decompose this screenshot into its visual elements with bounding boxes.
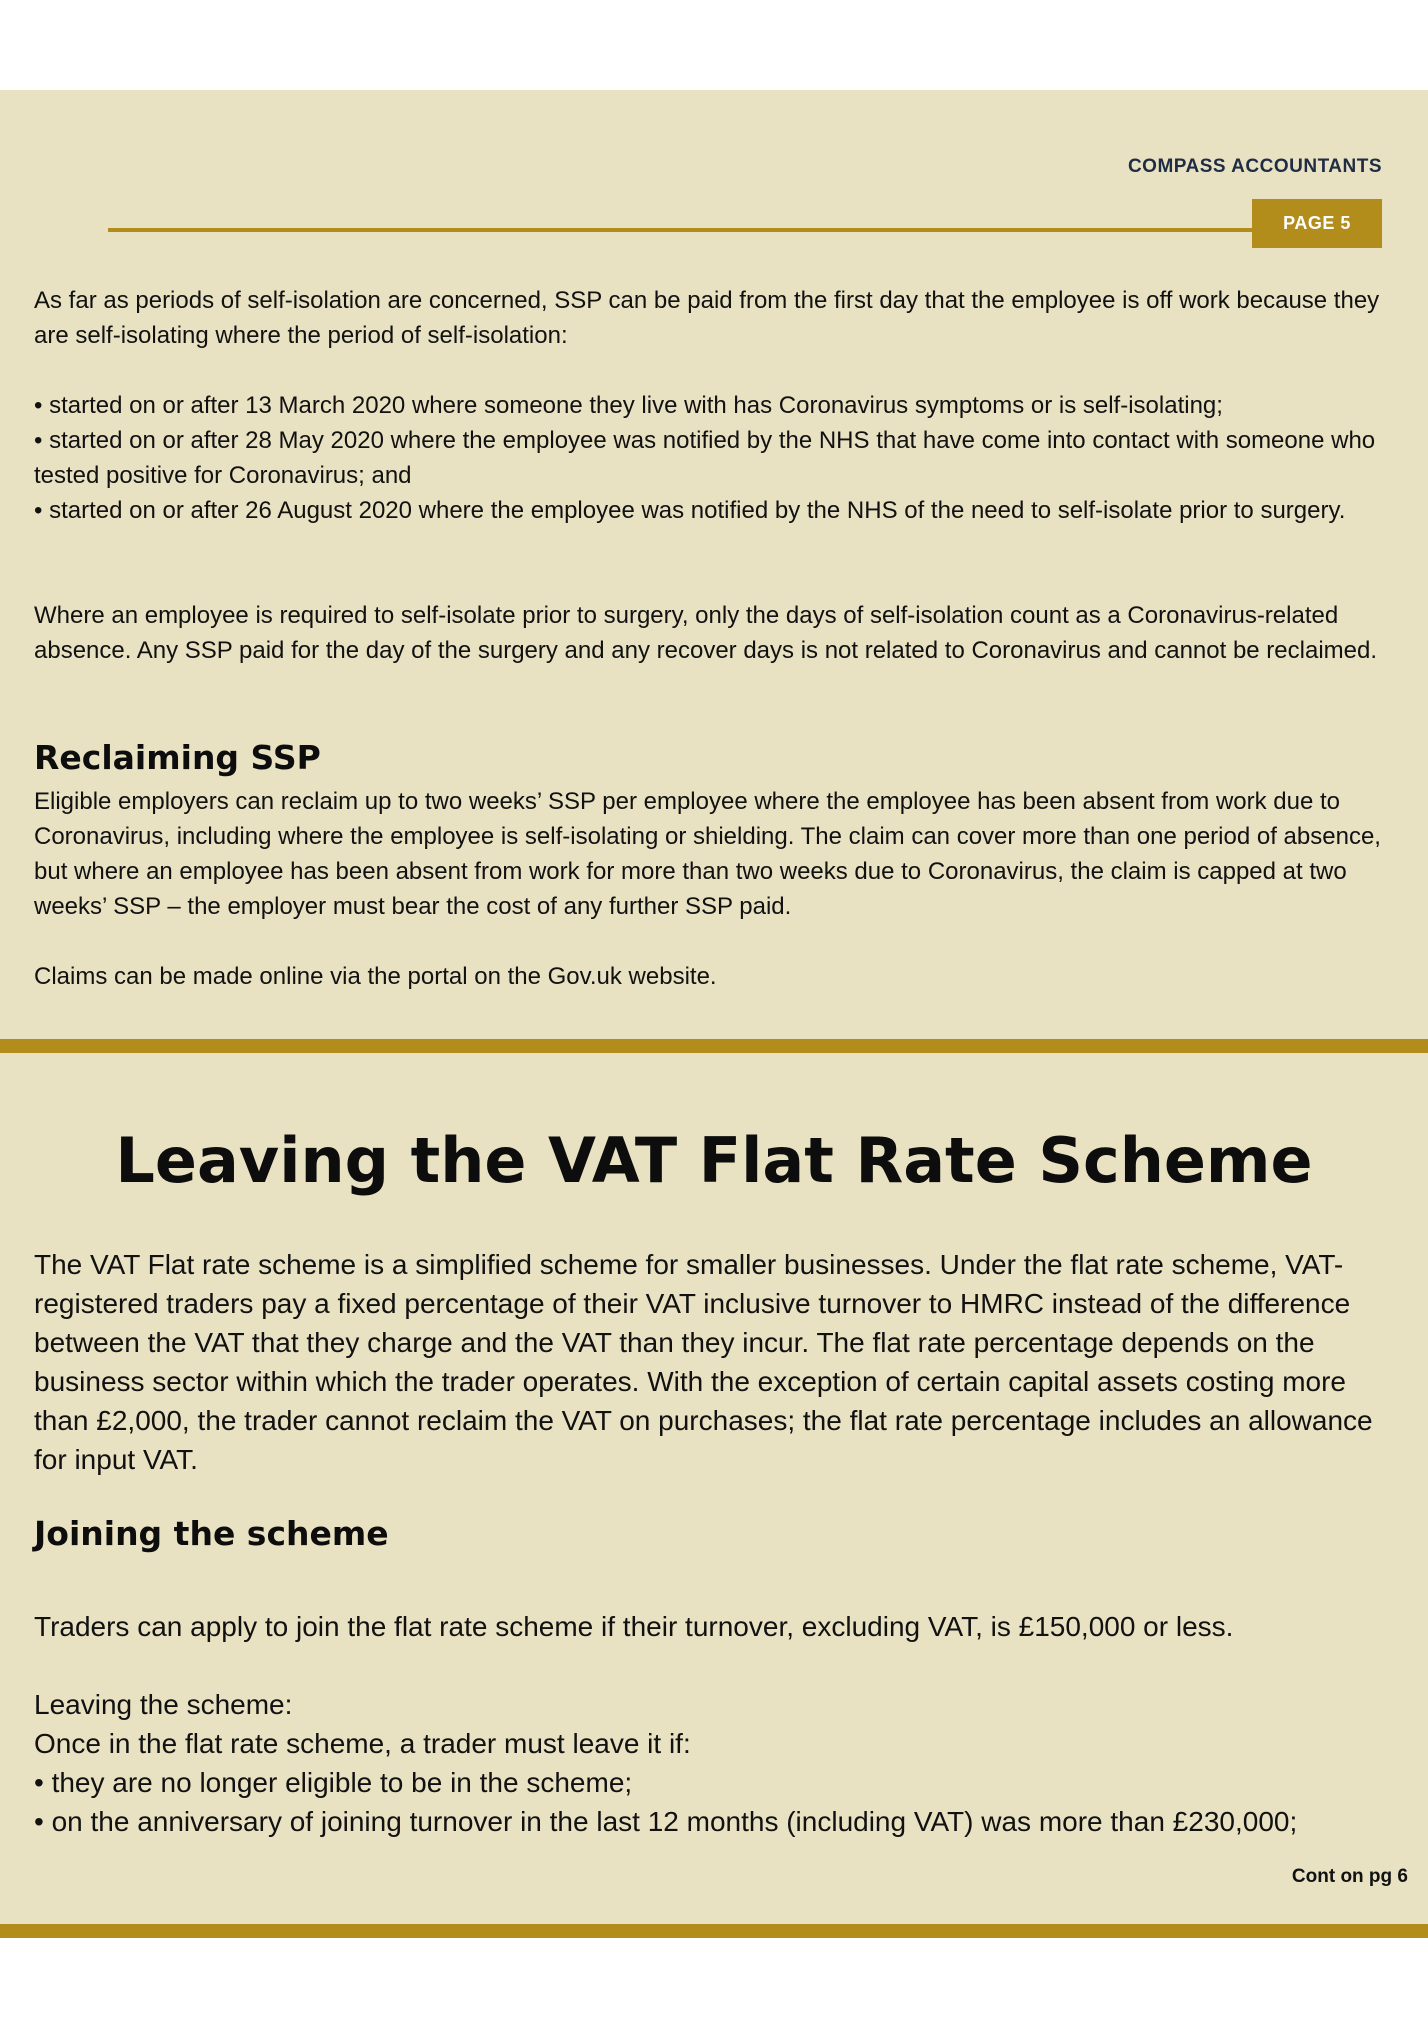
joining-scheme-heading: Joining the scheme: [34, 1514, 389, 1553]
page-background: [0, 90, 1428, 1938]
leaving-scheme-block: [34, 1685, 1394, 1841]
page-number-badge: PAGE 5: [1252, 199, 1382, 248]
list-item: • started on or after 26 August 2020 where the employee was notified by the NHS of the need to self-isolate prior to surgery.: [34, 497, 1346, 524]
vat-section-title: Leaving the VAT Flat Rate Scheme: [115, 1124, 1313, 1197]
header-rule: [108, 228, 1258, 232]
reclaiming-ssp-paragraph: Eligible employers can reclaim up to two weeks’ SSP per employee where the employee has been absent from work due to Coronavirus, including where the employee is self-isolating or shielding. The claim can cover more than one period of absence, but where an employee has been absent from work for more than two weeks due to Coronavirus, the claim is capped at two weeks’ SSP – the employer must bear the cost of any further SSP paid.: [34, 788, 1381, 920]
ssp-intro-paragraph: As far as periods of self-isolation are concerned, SSP can be paid from the first day that the employee is off work because they are self-isolating where the period of self-isolation:: [34, 287, 1380, 349]
list-item: • on the anniversary of joining turnover in the last 12 months (including VAT) was more than £230,000;: [34, 1806, 1298, 1837]
surgery-note-paragraph: Where an employee is required to self-isolate prior to surgery, only the days of self-isolation count as a Coronavirus-related absence. Any SSP paid for the day of the surgery and any recover days is not related to Coronavirus and cannot be reclaimed.: [34, 602, 1378, 664]
joining-scheme-paragraph: Traders can apply to join the flat rate scheme if their turnover, excluding VAT, is £150,000 or less.: [34, 1611, 1234, 1642]
leaving-scheme-label: Leaving the scheme:: [34, 1689, 293, 1720]
leaving-scheme-intro: Once in the flat rate scheme, a trader must leave it if:: [34, 1728, 691, 1759]
list-item: • they are no longer eligible to be in the scheme;: [34, 1767, 633, 1798]
list-item: • started on or after 13 March 2020 where someone they live with has Coronavirus symptoms or is self-isolating;: [34, 392, 1223, 419]
footer-divider: [0, 1924, 1428, 1938]
vat-intro-paragraph: The VAT Flat rate scheme is a simplified scheme for smaller businesses. Under the flat rate scheme, VAT-registered traders pay a fixed percentage of their VAT inclusive turnover to HMRC instead of the difference between the VAT that they charge and the VAT than they incur. The flat rate percentage depends on the business sector within which the trader operates. With the exception of certain capital assets costing more than £2,000, the trader cannot reclaim the VAT on purchases; the flat rate percentage includes an allowance for input VAT.: [34, 1249, 1373, 1475]
list-item: • started on or after 28 May 2020 where the employee was notified by the NHS that have come into contact with someone who tested positive for Coronavirus; and: [34, 427, 1376, 489]
claims-paragraph: Claims can be made online via the portal on the Gov.uk website.: [34, 963, 717, 990]
brand-name: COMPASS ACCOUNTANTS: [1127, 156, 1382, 177]
ssp-bullet-list: [34, 388, 1394, 528]
reclaiming-ssp-heading: Reclaiming SSP: [34, 738, 321, 777]
continued-note: Cont on pg 6: [1291, 1866, 1408, 1887]
section-divider: [0, 1039, 1428, 1053]
